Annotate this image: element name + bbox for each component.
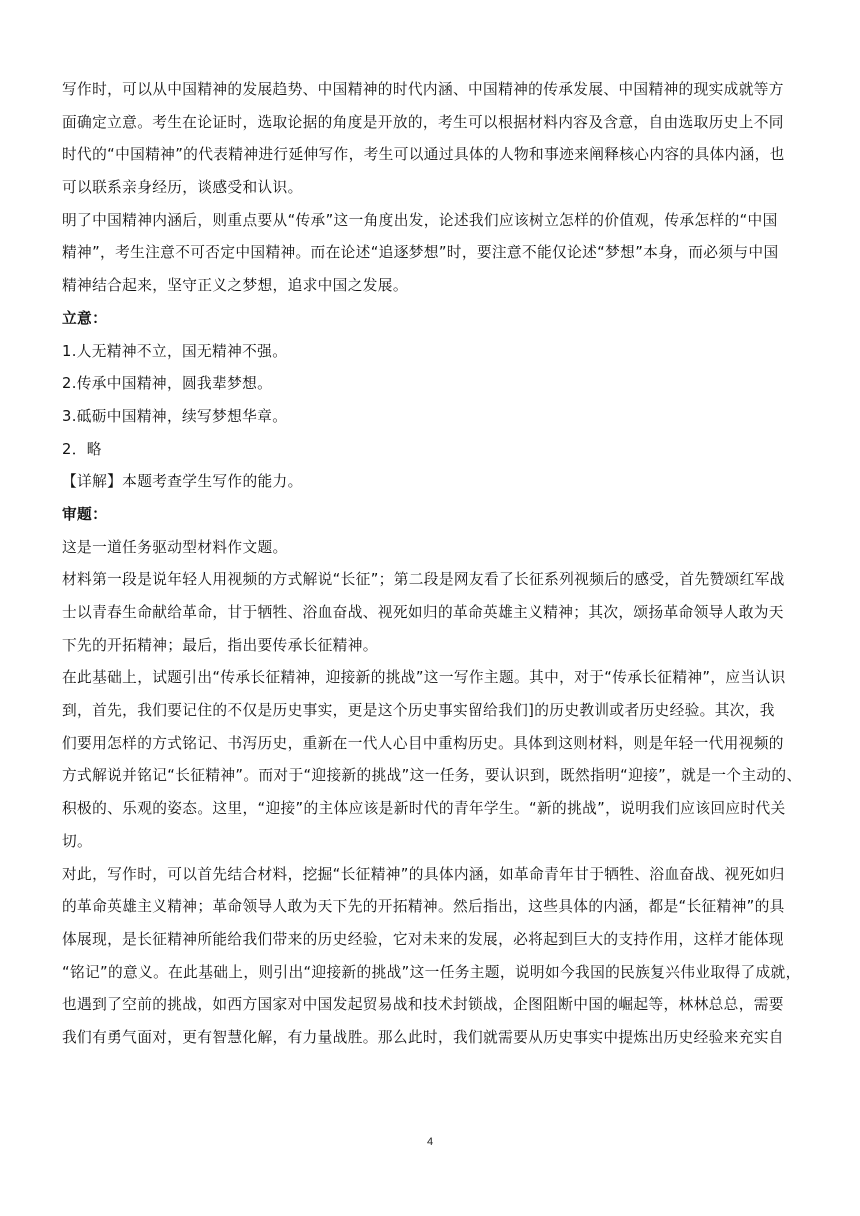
document-body bbox=[62, 74, 800, 1055]
text-line: 的革命英雄主义精神；革命领导人敢为天下先的开拓精神。然后指出，这些具体的内涵，都是“长征精神”的具 bbox=[62, 898, 785, 916]
text-line: 方式解说并铭记“长征精神”。而对于“迎接新的挑战”这一任务，要认识到，既然指明“迎接”，就是一个主动的、 bbox=[62, 767, 802, 785]
text-line: 写作时，可以从中国精神的发展趋势、中国精神的时代内涵、中国精神的传承发展、中国精神的现实成就等方 bbox=[62, 81, 784, 98]
page-number: 4 bbox=[426, 1136, 434, 1148]
paragraph bbox=[62, 205, 800, 303]
paragraph bbox=[62, 368, 800, 401]
text-line: 们要用怎样的方式铭记、书泻历史，重新在一代人心目中重构历史。具体到这则材料，则是年轻一代用视频的 bbox=[62, 734, 784, 752]
text-line: 我们有勇气面对，更有智慧化解，有力量战胜。那么此时，我们就需要从历史事实中提炼出历史经验来充实自 bbox=[62, 1028, 784, 1046]
paragraph bbox=[62, 859, 800, 1055]
paragraph bbox=[62, 336, 800, 369]
text-line: 积极的、乐观的姿态。这里，“迎接”的主体应该是新时代的青年学生。“新的挑战”，说明我们应该回应时代关 bbox=[62, 800, 786, 818]
text-line: 对此，写作时，可以首先结合材料，挖掘“长征精神”的具体内涵，如革命青年甘于牺牲、浴血奋战、视死如归 bbox=[62, 865, 785, 883]
text-line: 【详解】本题考查学生写作的能力。 bbox=[62, 473, 303, 491]
text-line: 也遇到了空前的挑战，如西方国家对中国发起贸易战和技术封锁战，企图阻断中国的崛起等，林林总总，需要 bbox=[62, 996, 784, 1014]
text-line: 明了中国精神内涵后，则重点要从“传承”这一角度出发，论述我们应该树立怎样的价值观，传承怎样的“中国 bbox=[62, 211, 778, 229]
text-line: 审题： bbox=[62, 505, 108, 523]
text-line: “铭记”的意义。在此基础上，则引出“迎接新的挑战”这一任务主题，说明如今我国的民族复兴伟业取得了成就， bbox=[62, 963, 801, 981]
text-line: 3.砥砺中国精神，续写梦想华章。 bbox=[62, 407, 288, 425]
text-line: 立意： bbox=[62, 309, 108, 327]
text-line: 到，首先，我们要记住的不仅是历史事实，更是这个历史事实留给我们]的历史教训或者历史经验。其次，我 bbox=[62, 702, 775, 720]
section-heading bbox=[62, 303, 800, 336]
paragraph bbox=[62, 466, 800, 499]
section-heading bbox=[62, 499, 800, 532]
text-line: 体展现，是长征精神所能给我们带来的历史经验，它对未来的发展，必将起到巨大的支持作用，这样才能体现 bbox=[62, 930, 784, 948]
text-line: 精神”，考生注意不可否定中国精神。而在论述“追逐梦想”时，要注意不能仅论述“梦想”本身，而必须与中国 bbox=[62, 244, 779, 262]
text-line: 在此基础上，试题引出“传承长征精神，迎接新的挑战”这一写作主题。其中，对于“传承长征精神”，应当认识 bbox=[62, 669, 786, 687]
text-line: 士以青春生命献给革命，甘于牺牲、浴血奋战、视死如归的革命英雄主义精神；其次，颂扬革命领导人敢为天 bbox=[62, 604, 784, 621]
text-line: 这是一道任务驱动型材料作文题。 bbox=[62, 538, 288, 556]
paragraph bbox=[62, 434, 800, 467]
text-line: 材料第一段是说年轻人用视频的方式解说“长征”；第二段是网友看了长征系列视频后的感受，首先赞颂红军战 bbox=[62, 571, 785, 589]
text-line: 可以联系亲身经历，谈感受和认识。 bbox=[62, 179, 303, 197]
paragraph bbox=[62, 401, 800, 434]
paragraph bbox=[62, 532, 800, 565]
paragraph bbox=[62, 662, 800, 858]
text-line: 时代的“中国精神”的代表精神进行延伸写作，考生可以通过具体的人物和事迹来阐释核心内容的具体内涵，也 bbox=[62, 146, 785, 164]
text-line: 切。 bbox=[62, 832, 93, 850]
text-line: 下先的开拓精神；最后，指出要传承长征精神。 bbox=[62, 636, 378, 654]
text-line: 面确定立意。考生在论证时，选取论据的角度是开放的，考生可以根据材料内容及含意，自由选取历史上不同 bbox=[62, 113, 784, 131]
text-line: 2．略 bbox=[62, 440, 102, 458]
text-line: 1.人无精神不立，国无精神不强。 bbox=[62, 342, 288, 360]
text-line: 精神结合起来，坚守正义之梦想，追求中国之发展。 bbox=[62, 277, 408, 295]
paragraph bbox=[62, 564, 800, 662]
paragraph bbox=[62, 74, 800, 205]
text-line: 2.传承中国精神，圆我辈梦想。 bbox=[62, 375, 273, 393]
